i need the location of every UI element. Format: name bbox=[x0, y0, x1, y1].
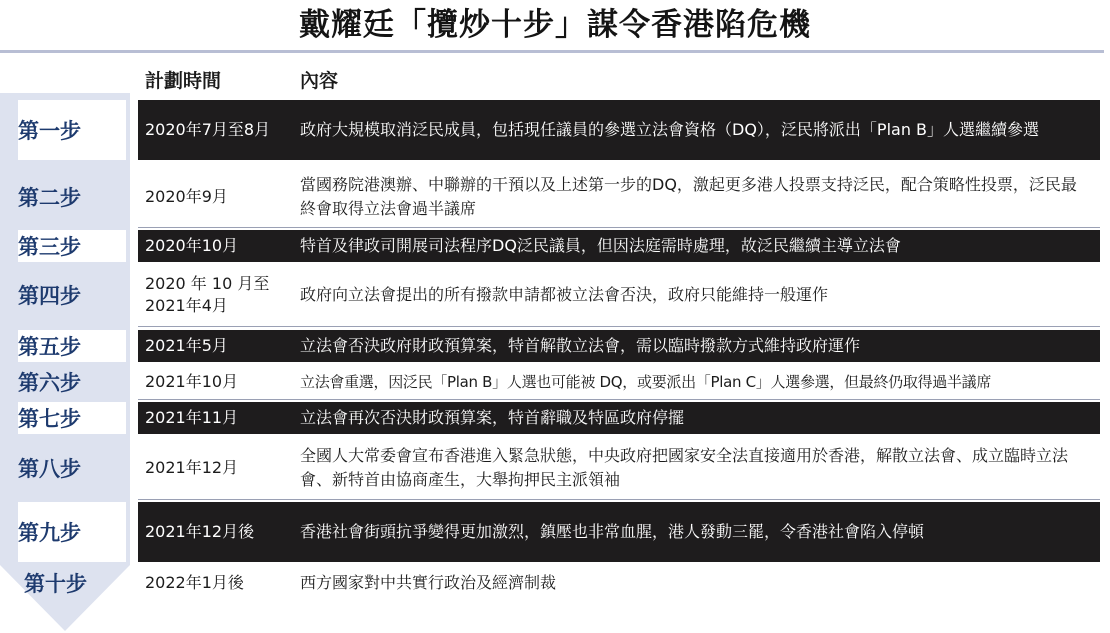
row-divider bbox=[138, 399, 1100, 400]
step-date: 2021年10月 bbox=[145, 372, 239, 391]
step-content: 政府大規模取消泛民成員，包括現任議員的參選立法會資格（DQ），泛民將派出「Plan B」人選繼續參選 bbox=[300, 120, 1040, 139]
step-label: 第九步 bbox=[18, 502, 126, 562]
step-row-5 bbox=[0, 330, 1100, 362]
step-content: 當國務院港澳辦、中聯辦的干預以及上述第一步的DQ，激起更多港人投票支持泛民，配合策略性投票，泛民最終會取得立法會過半議席 bbox=[300, 175, 1077, 218]
step-label: 第七步 bbox=[18, 402, 126, 434]
step-label: 第六步 bbox=[18, 371, 81, 395]
step-content: 政府向立法會提出的所有撥款申請都被立法會否決，政府只能維持一般運作 bbox=[300, 285, 829, 304]
column-header-time: 計劃時間 bbox=[145, 70, 222, 92]
step-label: 第四步 bbox=[18, 284, 81, 308]
step-content: 立法會重選，因泛民「Plan B」人選也可能被 DQ，或要派出「Plan C」人選參選，但最終仍取得過半議席 bbox=[300, 373, 992, 391]
step-row-1 bbox=[0, 100, 1100, 160]
step-content: 香港社會街頭抗爭變得更加激烈，鎮壓也非常血腥，港人發動三罷，令香港社會陷入停頓 bbox=[300, 522, 925, 541]
step-row-4 bbox=[0, 265, 1100, 325]
step-date: 2020 年 10 月至2021年4月 bbox=[145, 274, 270, 315]
row-divider bbox=[138, 326, 1100, 327]
step-row-7 bbox=[0, 402, 1100, 434]
step-date: 2021年12月 bbox=[145, 458, 239, 477]
column-header-content: 內容 bbox=[300, 70, 339, 92]
step-content: 立法會否決政府財政預算案，特首解散立法會，需以臨時撥款方式維持政府運作 bbox=[300, 336, 861, 355]
step-label: 第十步 bbox=[24, 572, 87, 596]
step-label: 第二步 bbox=[18, 186, 81, 210]
step-content: 特首及律政司開展司法程序DQ泛民議員，但因法庭需時處理，故泛民繼續主導立法會 bbox=[300, 236, 901, 255]
title-divider bbox=[0, 50, 1104, 53]
step-date: 2021年11月 bbox=[145, 408, 239, 427]
step-content: 全國人大常委會宣布香港進入緊急狀態，中央政府把國家安全法直接適用於香港，解散立法會、成立臨時立法會、新特首由協商產生，大舉拘押民主派領袖 bbox=[300, 446, 1069, 489]
step-date: 2020年9月 bbox=[145, 187, 228, 206]
step-row-8 bbox=[0, 438, 1100, 498]
step-row-9 bbox=[0, 502, 1100, 562]
step-content: 立法會再次否決財政預算案，特首辭職及特區政府停擺 bbox=[300, 408, 685, 427]
page-title: 戴耀廷「攬炒十步」謀令香港陷危機 bbox=[299, 7, 811, 43]
step-content: 西方國家對中共實行政治及經濟制裁 bbox=[300, 573, 557, 592]
step-row-3 bbox=[0, 230, 1100, 262]
step-row-2 bbox=[0, 168, 1100, 226]
step-label: 第三步 bbox=[18, 230, 126, 262]
step-date: 2021年12月後 bbox=[145, 522, 255, 541]
row-divider bbox=[138, 227, 1100, 228]
step-label: 第八步 bbox=[18, 457, 81, 481]
step-date: 2021年5月 bbox=[145, 336, 228, 355]
step-label: 第五步 bbox=[18, 330, 126, 362]
row-divider bbox=[138, 499, 1100, 500]
step-date: 2020年7月至8月 bbox=[145, 120, 271, 139]
step-date: 2022年1月後 bbox=[145, 573, 244, 592]
step-date: 2020年10月 bbox=[145, 236, 239, 255]
step-row-6 bbox=[0, 366, 1100, 398]
step-label: 第一步 bbox=[18, 100, 126, 160]
step-row-10 bbox=[0, 566, 1100, 600]
